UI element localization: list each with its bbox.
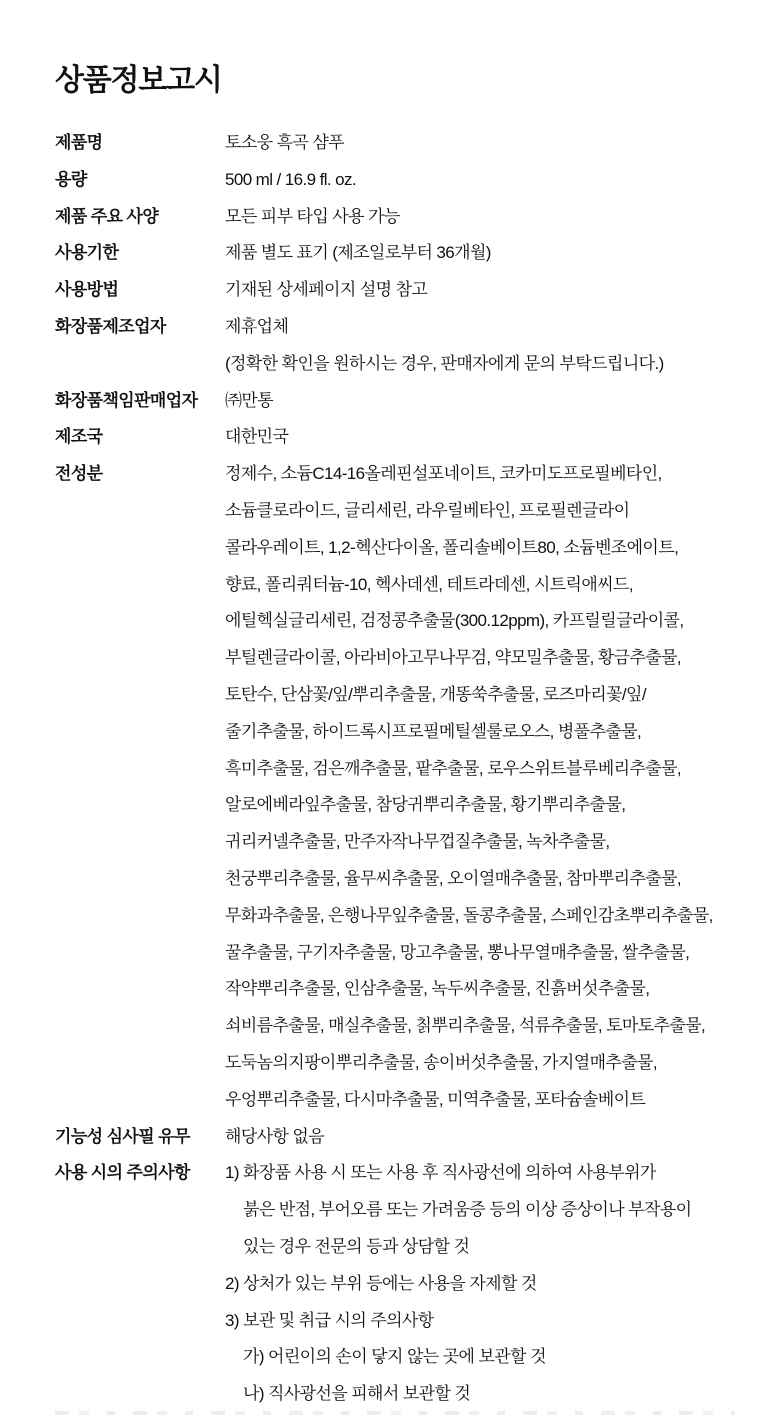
info-row [55,162,742,199]
info-row [55,1119,742,1156]
info-row-label: 사용방법 [55,280,119,300]
info-row-value [225,199,742,236]
info-value-line: 귀리커넬추출물, 만주자작나무껍질추출물, 녹차추출물, [225,832,610,852]
info-value-line: 우엉뿌리추출물, 다시마추출물, 미역추출물, 포타슘솔베이트 [225,1089,646,1109]
info-row [55,125,742,162]
info-row-label: 제품명 [55,133,103,152]
info-value-line: 알로에베라잎추출물, 참당귀뿌리추출물, 황기뿌리추출물, [225,795,626,815]
info-row [55,309,742,383]
info-value-line: 3) 보관 및 취급 시의 주의사항 [225,1310,434,1330]
info-value-line: 향료, 폴리쿼터늄-10, 헥사데센, 테트라데센, 시트릭애씨드, [225,574,633,594]
info-value-line: 대한민국 [225,427,289,447]
info-row-value [225,456,742,1118]
info-value-line: 500 ml / 16.9 fl. oz. [225,169,357,189]
info-row-label: 기능성 심사필 유무 [55,1126,190,1146]
info-row-value [225,125,742,162]
info-value-line: 부틸렌글라이콜, 아라비아고무나무검, 약모밀추출물, 황금추출물, [225,648,682,668]
info-row-label: 용량 [55,169,87,189]
info-value-line: 토탄수, 단삼꽃/잎/뿌리추출물, 개똥쑥추출물, 로즈마리꽃/잎/ [225,684,646,704]
info-value-line: 제휴업체 [225,316,289,336]
info-value-line: ㈜만통 [225,390,274,410]
info-value-line: 천궁뿌리추출물, 율무씨추출물, 오이열매추출물, 참마뿌리추출물, [225,868,682,888]
info-value-line: 꿀추출물, 구기자추출물, 망고추출물, 뽕나무열매추출물, 쌀추출물, [225,942,690,962]
info-row-value [225,1119,742,1156]
info-value-line: 정제수, 소듐C14-16올레핀설포네이트, 코카미도프로필베타인, [225,464,662,484]
info-row-value [225,162,742,199]
info-value-line: 1) 화장품 사용 시 또는 사용 후 직사광선에 의하여 사용부위가 [225,1163,656,1183]
info-row [55,1155,742,1413]
info-row-value [225,309,742,383]
info-value-line: 붉은 반점, 부어오름 또는 가려움증 등의 이상 증상이나 부작용이 [243,1200,692,1220]
info-row [55,419,742,456]
info-value-line: 줄기추출물, 하이드록시프로필메틸셀룰로오스, 병풀추출물, [225,721,642,741]
info-row-value [225,419,742,456]
info-value-line: 2) 상처가 있는 부위 등에는 사용을 자제할 것 [225,1273,537,1293]
info-row [55,199,742,236]
info-row-label: 화장품책임판매업자 [55,390,198,410]
info-value-line: 모든 피부 타입 사용 가능 [225,206,400,226]
info-value-line: 쇠비름추출물, 매실추출물, 칡뿌리추출물, 석류추출물, 토마토추출물, [225,1016,706,1036]
info-value-line: 제품 별도 표기 (제조일로부터 36개월) [225,243,491,263]
info-row-value [225,272,742,309]
info-row-label: 제조국 [55,427,103,447]
info-row-value [225,235,742,272]
info-value-line: (정확한 확인을 원하시는 경우, 판매자에게 문의 부탁드립니다.) [225,353,664,373]
info-value-line: 에틸헥실글리세린, 검정콩추출물(300.12ppm), 카프릴릴글라이콜, [225,611,684,631]
info-value-line: 콜라우레이트, 1,2-헥산다이올, 폴리솔베이트80, 소듐벤조에이트, [225,537,679,557]
info-row-label: 제품 주요 사양 [55,206,159,226]
info-value-line: 토소웅 흑곡 샴푸 [225,133,345,152]
info-value-line: 나) 직사광선을 피해서 보관할 것 [243,1384,471,1404]
info-value-line: 소듐클로라이드, 글리세린, 라우릴베타인, 프로필렌글라이 [225,500,630,520]
info-value-line: 기재된 상세페이지 설명 참고 [225,280,428,300]
clipped-next-row-fragment [55,1411,735,1415]
page-title: 상품정보고시 [55,64,222,97]
info-row-label: 사용 시의 주의사항 [55,1163,190,1183]
info-value-line: 흑미추출물, 검은깨추출물, 팥추출물, 로우스위트블루베리추출물, [225,758,682,778]
info-row [55,383,742,420]
info-row-label: 전성분 [55,464,103,484]
info-value-line: 작약뿌리추출물, 인삼추출물, 녹두씨추출물, 진흙버섯추출물, [225,979,650,999]
info-value-line: 도둑놈의지팡이뿌리추출물, 송이버섯추출물, 가지열매추출물, [225,1052,657,1072]
info-value-line: 가) 어린이의 손이 닿지 않는 곳에 보관할 것 [243,1347,546,1367]
product-info-table [55,125,742,1413]
info-row [55,235,742,272]
info-value-line: 해당사항 없음 [225,1126,325,1146]
info-row [55,272,742,309]
info-value-line: 있는 경우 전문의 등과 상담할 것 [243,1236,470,1256]
info-row [55,456,742,1118]
info-row-value [225,383,742,420]
info-value-line: 무화과추출물, 은행나무잎추출물, 돌콩추출물, 스페인감초뿌리추출물, [225,905,713,925]
info-row-label: 사용기한 [55,243,119,263]
info-row-label: 화장품제조업자 [55,316,166,336]
info-row-value [225,1155,742,1413]
